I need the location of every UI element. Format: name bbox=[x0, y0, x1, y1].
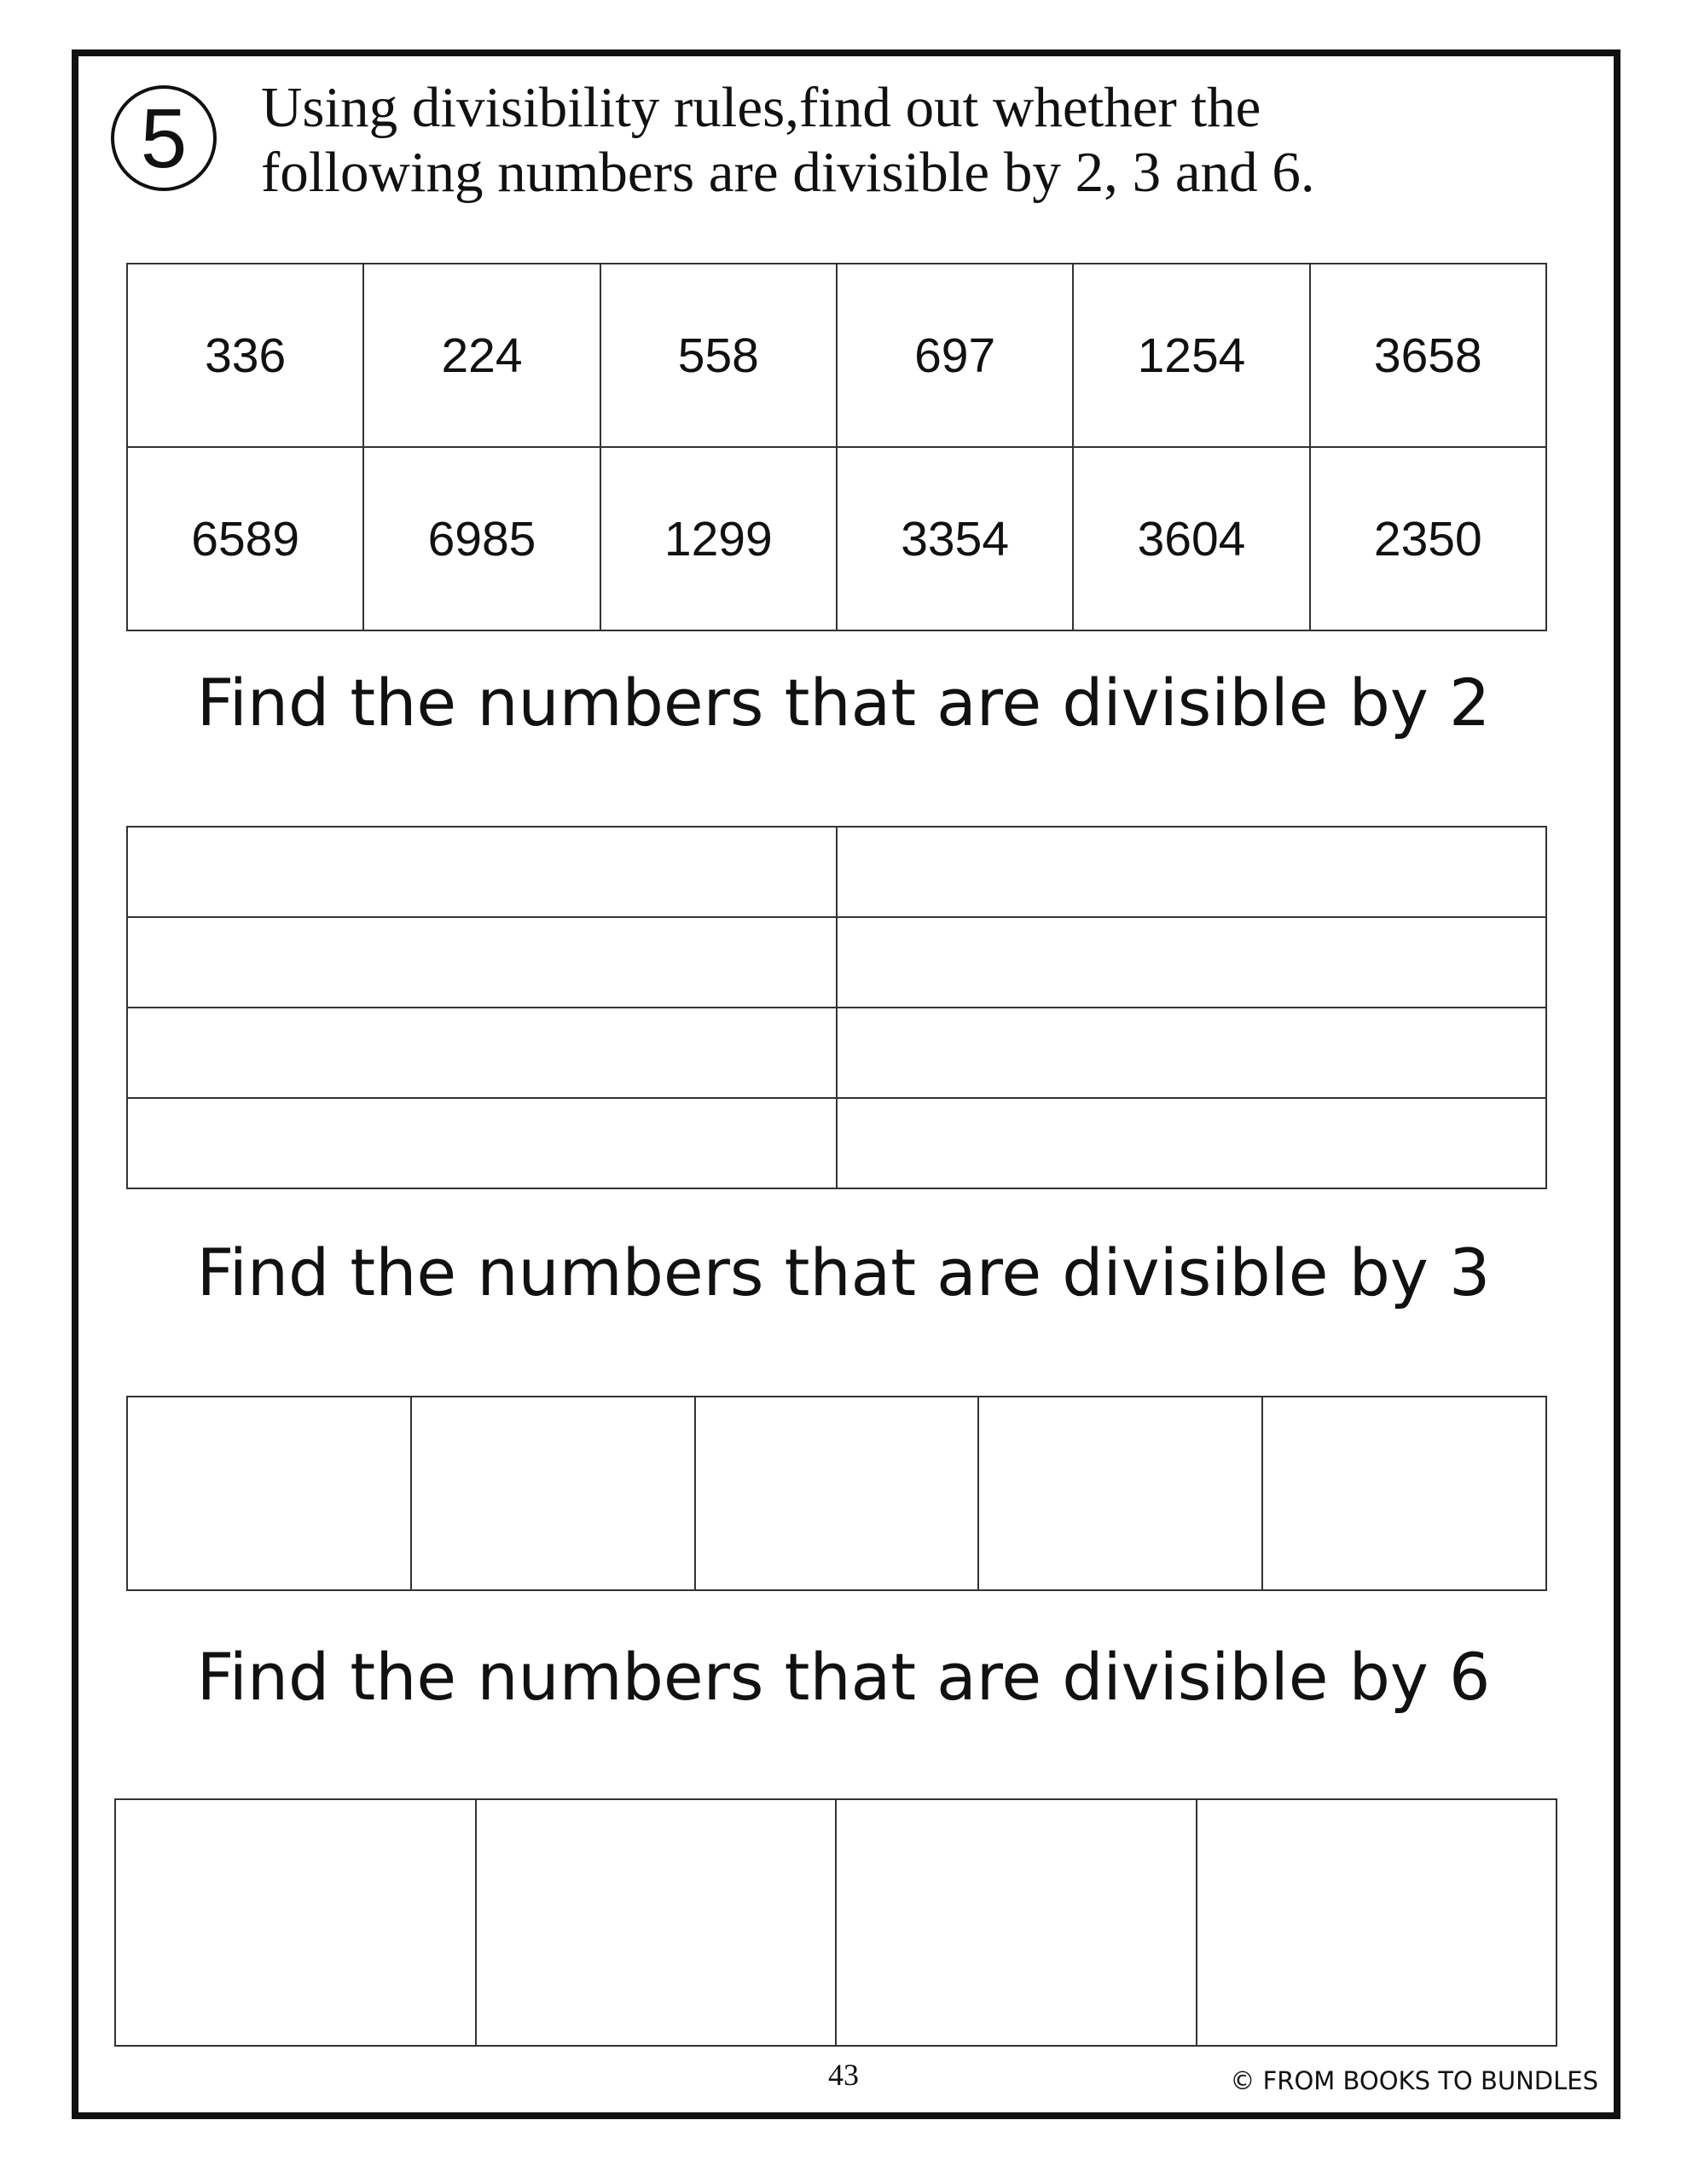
number-cell: 6589 bbox=[127, 447, 363, 630]
divisible-by-2-answer-table bbox=[126, 826, 1547, 1189]
table-row bbox=[127, 827, 1546, 917]
copyright-notice: © FROM BOOKS TO BUNDLES bbox=[1230, 2066, 1598, 2095]
table-row bbox=[127, 447, 1546, 630]
divisible-by-6-answer-table bbox=[114, 1798, 1557, 2047]
answer-cell[interactable] bbox=[837, 1008, 1546, 1098]
table-row bbox=[127, 1397, 1546, 1590]
page-number: 43 bbox=[828, 2058, 859, 2092]
divisible-by-3-heading: Find the numbers that are divisible by 3 bbox=[196, 1234, 1491, 1310]
number-cell: 697 bbox=[837, 264, 1073, 447]
divisible-by-3-answer-table bbox=[126, 1396, 1547, 1591]
answer-cell[interactable] bbox=[837, 917, 1546, 1008]
answer-cell[interactable] bbox=[1262, 1397, 1546, 1590]
answer-cell[interactable] bbox=[837, 1098, 1546, 1188]
table-row bbox=[127, 1008, 1546, 1098]
table-row bbox=[115, 1799, 1557, 2046]
answer-cell[interactable] bbox=[411, 1397, 695, 1590]
instruction-line-1: Using divisibility rules,find out whether the bbox=[261, 76, 1261, 139]
table-row bbox=[127, 264, 1546, 447]
number-cell: 224 bbox=[363, 264, 600, 447]
instruction-line-2: following numbers are divisible by 2, 3 and 6. bbox=[261, 141, 1315, 204]
instruction-text bbox=[261, 75, 1540, 205]
number-cell: 3354 bbox=[837, 447, 1073, 630]
answer-cell[interactable] bbox=[1197, 1799, 1557, 2046]
answer-cell[interactable] bbox=[476, 1799, 837, 2046]
table-row bbox=[127, 1098, 1546, 1188]
number-cell: 3658 bbox=[1310, 264, 1546, 447]
answer-cell[interactable] bbox=[127, 1098, 837, 1188]
number-cell: 336 bbox=[127, 264, 363, 447]
divisible-by-2-heading: Find the numbers that are divisible by 2 bbox=[196, 665, 1491, 741]
answer-cell[interactable] bbox=[836, 1799, 1197, 2046]
number-cell: 2350 bbox=[1310, 447, 1546, 630]
number-cell: 1299 bbox=[600, 447, 837, 630]
answer-cell[interactable] bbox=[115, 1799, 476, 2046]
answer-cell[interactable] bbox=[127, 827, 837, 917]
answer-cell[interactable] bbox=[127, 1397, 411, 1590]
number-cell: 6985 bbox=[363, 447, 600, 630]
numbers-table bbox=[126, 263, 1547, 631]
question-number-badge: 5 bbox=[111, 85, 217, 191]
table-row bbox=[127, 917, 1546, 1008]
answer-cell[interactable] bbox=[695, 1397, 979, 1590]
number-cell: 558 bbox=[600, 264, 837, 447]
answer-cell[interactable] bbox=[837, 827, 1546, 917]
answer-cell[interactable] bbox=[978, 1397, 1262, 1590]
answer-cell[interactable] bbox=[127, 917, 837, 1008]
answer-cell[interactable] bbox=[127, 1008, 837, 1098]
number-cell: 1254 bbox=[1073, 264, 1309, 447]
divisible-by-6-heading: Find the numbers that are divisible by 6 bbox=[196, 1639, 1491, 1715]
number-cell: 3604 bbox=[1073, 447, 1309, 630]
